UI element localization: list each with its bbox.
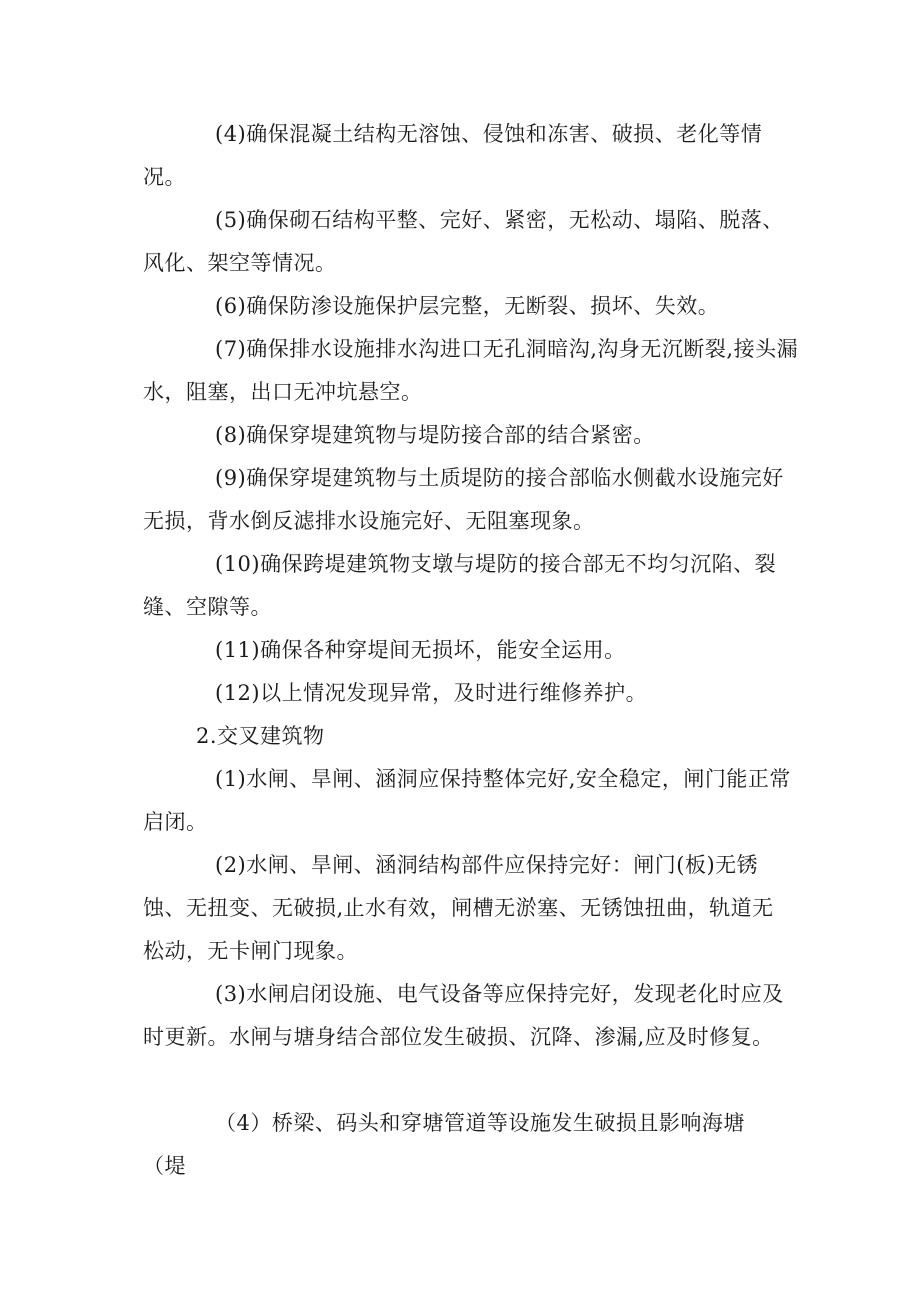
paragraph-item-6: (6)确保防渗设施保护层完整，无断裂、损坏、失效。 <box>215 294 720 318</box>
paragraph-item-7: (7)确保排水设施排水沟进口无孔洞暗沟,沟身无沉断裂,接头漏水，阻塞，出口无冲坑悬空。 <box>143 337 799 404</box>
paragraph-item-9: (9)确保穿堤建筑物与土质堤防的接合部临水侧截水设施完好无损，背水倒反滤排水设施完好、无阻塞现象。 <box>143 466 784 533</box>
paragraph-item-11: (11)确保各种穿堤间无损坏，能安全运用。 <box>215 638 626 662</box>
paragraph-item-10: (10)确保跨堤建筑物支墩与堤防的接合部无不均匀沉陷、裂缝、空隙等。 <box>143 552 777 619</box>
section-heading: 2.交叉建筑物 <box>196 724 325 748</box>
paragraph-item-5: (5)确保砌石结构平整、完好、紧密，无松动、塌陷、脱落、风化、架空等情况。 <box>143 208 784 275</box>
section-paragraph-4: （4）桥梁、码头和穿塘管道等设施发生破损且影响海塘（堤 <box>143 1111 745 1178</box>
section-paragraph-2: (2)水闸、旱闸、涵洞结构部件应保持完好：闸门(板)无锈蚀、无扭变、无破损,止水有效，闸槽无淤塞、无锈蚀扭曲，轨道无松动，无卡闸门现象。 <box>143 853 774 963</box>
paragraph-item-12: (12)以上情况发现异常，及时进行维修养护。 <box>215 681 648 705</box>
section-paragraph-1: (1)水闸、旱闸、涵洞应保持整体完好,安全稳定，闸门能正常启闭。 <box>143 767 791 834</box>
paragraph-item-4: (4)确保混凝土结构无溶蚀、侵蚀和冻害、破损、老化等情况。 <box>143 122 763 189</box>
section-paragraph-3: (3)水闸启闭设施、电气设备等应保持完好，发现老化时应及时更新。水闸与塘身结合部位发生破损、沉降、渗漏,应及时修复。 <box>143 982 784 1049</box>
paragraph-item-8: (8)确保穿堤建筑物与堤防接合部的结合紧密。 <box>215 423 655 447</box>
